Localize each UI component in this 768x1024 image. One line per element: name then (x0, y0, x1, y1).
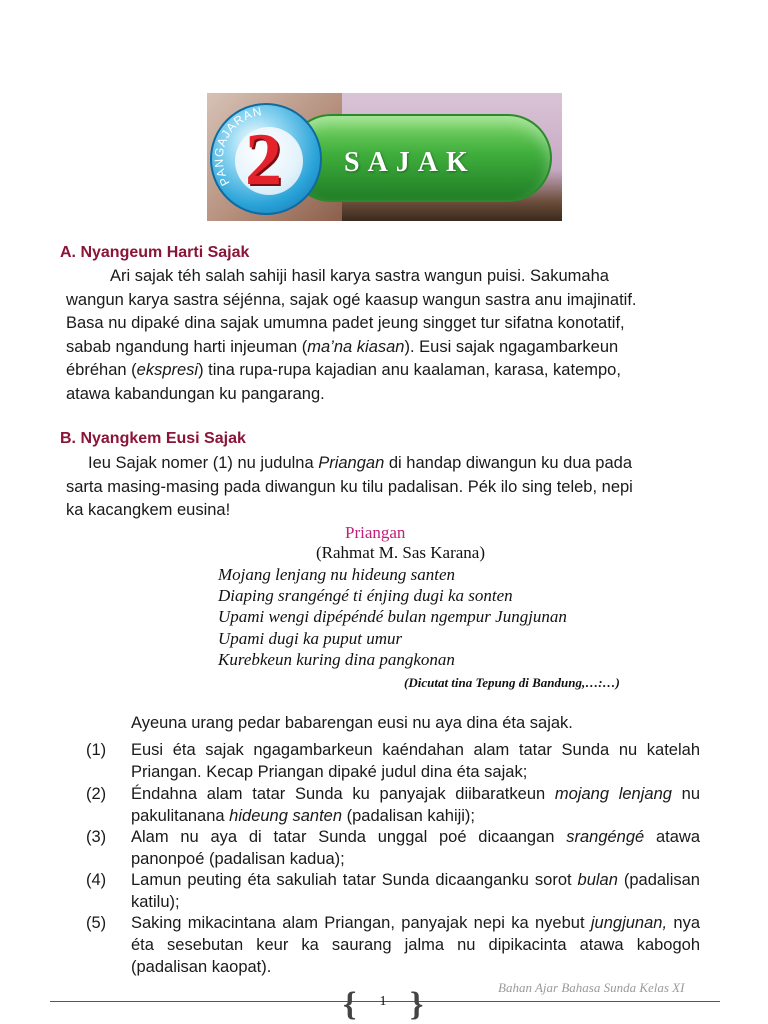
footer-bracket-right: } (410, 986, 424, 1023)
term-jungjunan: jungjunan, (590, 914, 668, 932)
poem-title: Priangan (345, 523, 406, 542)
list-item (86, 869, 700, 913)
section-b-paragraph (66, 452, 702, 523)
chapter-title: SAJAK (344, 147, 476, 178)
list-item (86, 739, 700, 783)
para-a-line-5 (66, 359, 702, 383)
poem-author: (Rahmat M. Sas Karana) (316, 543, 486, 562)
poem-line-4: Upami dugi ka puput umur (218, 629, 403, 648)
list-body: Éndahna alam tatar Sunda ku panyajak diibaratkeun mojang lenjang nu pakulitanana hideung santen (padalisan kahiji); (131, 785, 700, 825)
list-body: Eusi éta sajak ngagambarkeun kaéndahan alam tatar Sunda nu katelah Priangan. Kecap Priangan dipaké judul dina éta sajak; (131, 741, 700, 781)
list-body: Alam nu aya di tatar Sunda unggal poé dicaangan srangéngé atawa panonpoé (padalisan kadua); (131, 828, 700, 868)
page-number: 1 (379, 994, 387, 1009)
para-b-poem-ref: Priangan (318, 454, 385, 472)
chapter-number-badge (210, 103, 322, 215)
list-body: Saking mikacintana alam Priangan, panyajak nepi ka nyebut jungjunan, nya éta sesebutan keur ka saurang jalma nu dipikacinta atawa kabogoh (padalisan kaopat). (131, 914, 700, 976)
list-item (86, 912, 700, 978)
para-b-line-1-end: di handap diwangun ku dua pada (384, 454, 632, 472)
list-marker: (1) (86, 741, 107, 759)
para-a-line-5-end: ) tina rupa-rupa kajadian anu kaalaman, karasa, katempo, (198, 361, 621, 379)
para-a-line-2: wangun karya sastra séjénna, sajak ogé kaasup wangun sastra anu imajinatif. (66, 290, 637, 309)
list-item (86, 783, 700, 827)
term-hideung-santen: hideung santen (229, 807, 343, 825)
term-bulan: bulan (577, 871, 618, 889)
footer-bracket-left: { (343, 986, 357, 1023)
para-a-line-4 (66, 336, 702, 360)
para-a-line-4-end: ). Eusi sajak ngagambarkeun (404, 337, 619, 356)
para-a-line-6: atawa kabandungan ku pangarang. (66, 384, 325, 403)
chapter-banner (207, 93, 562, 221)
para-a-term-kiasan: ma’na kiasan (307, 337, 405, 356)
para-a-term-ekspresi: ekspresi (136, 361, 199, 379)
poem-line-3: Upami wengi dipépéndé bulan ngempur Jungjunan (218, 607, 567, 626)
para-b-line-2: sarta masing-masing pada diwangun ku tilu padalisan. Pék ilo sing teleb, nepi (66, 477, 633, 496)
discussion-intro: Ayeuna urang pedar babarengan eusi nu aya dina éta sajak. (131, 714, 573, 732)
section-a-heading: A. Nyangeum Harti Sajak (60, 244, 250, 261)
para-b-line-1-start: Ieu Sajak nomer (1) nu judulna (88, 454, 319, 472)
poem-line-1: Mojang lenjang nu hideung santen (218, 565, 456, 584)
footer-note: Bahan Ajar Bahasa Sunda Kelas XI (498, 980, 685, 995)
section-a-paragraph (66, 265, 702, 406)
badge-arc-text: PANGAJARAN (212, 105, 264, 189)
poem-line-5: Kurebkeun kuring dina pangkonan (218, 650, 455, 669)
para-a-line-3: Basa nu dipaké dina sajak umumna padet jeung singget tur sifatna konotatif, (66, 314, 625, 332)
term-srangenge: srangéngé (566, 828, 645, 846)
list-marker: (5) (86, 914, 107, 932)
list-marker: (4) (86, 871, 107, 889)
poem-line-2: Diaping srangéngé ti énjing dugi ka sonten (218, 586, 513, 605)
para-a-line-5-start: ébréhan ( (66, 361, 137, 379)
para-b-line-3: ka kacangkem eusina! (66, 501, 231, 519)
para-b-line-1 (66, 452, 702, 476)
poem-source: (Dicutat tina Tepung di Bandung,…:…) (404, 675, 620, 690)
list-marker: (2) (86, 785, 107, 803)
para-a-line-1: Ari sajak téh salah sahiji hasil karya sastra wangun puisi. Sakumaha (110, 267, 609, 285)
section-b-heading: B. Nyangkem Eusi Sajak (60, 430, 246, 447)
term-mojang-lenjang: mojang lenjang (554, 785, 672, 803)
para-a-line-4-start: sabab ngandung harti injeuman ( (66, 337, 308, 356)
list-body: Lamun peuting éta sakuliah tatar Sunda dicaanganku sorot bulan (padalisan katilu); (131, 871, 700, 911)
chapter-number: 2 (245, 119, 282, 201)
list-item (86, 826, 700, 870)
list-marker: (3) (86, 828, 107, 846)
